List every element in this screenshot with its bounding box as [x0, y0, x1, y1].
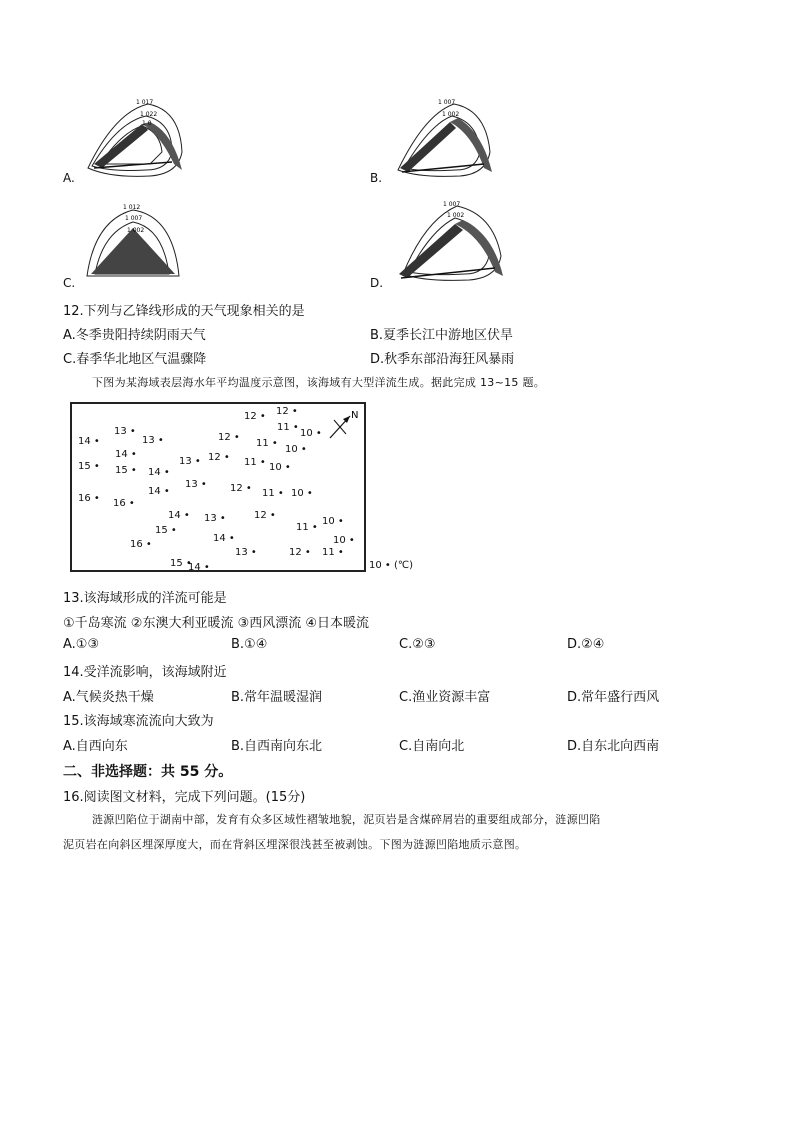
- temperature-point: 14 •: [168, 510, 190, 521]
- north-label: N: [351, 410, 359, 421]
- figure-b-svg: [380, 92, 520, 184]
- temperature-point: 14 •: [148, 467, 170, 478]
- isobar-label: 1 002: [127, 227, 145, 234]
- question-14-option-d: D.常年盛行西风: [567, 690, 660, 705]
- figure-d: [385, 196, 525, 286]
- isobar-label: 1 002: [442, 111, 460, 118]
- temperature-point: 11 •: [322, 547, 344, 558]
- question-13-option-a: A.①③: [63, 637, 100, 652]
- isobar-label: 1 007: [125, 215, 143, 222]
- temperature-point: 13 •: [114, 426, 136, 437]
- figure-b: [380, 92, 520, 184]
- isobar-label: 1 007: [438, 99, 456, 106]
- temperature-point: 10 •: [333, 535, 355, 546]
- temperature-point: 15 •: [78, 461, 100, 472]
- figure-d-label: D.: [370, 276, 384, 290]
- question-12-option-d: D.秋季东部沿海狂风暴雨: [370, 352, 515, 367]
- isobar-label: 1 0: [142, 120, 152, 127]
- temperature-point: 14 •: [213, 533, 235, 544]
- temperature-point: 13 •: [185, 479, 207, 490]
- temperature-point: 14 •: [148, 486, 170, 497]
- figure-a-label: A.: [63, 171, 75, 185]
- question-12-stem: 12.下列与乙锋线形成的天气现象相关的是: [63, 304, 305, 319]
- figure-c-svg: [75, 198, 205, 284]
- temperature-point: 15 •: [170, 558, 192, 569]
- figure-a-svg: [60, 92, 200, 184]
- question-13-option-c: C.②③: [399, 637, 436, 652]
- question-13-option-d: D.②④: [567, 637, 605, 652]
- temperature-point: 13 •: [235, 547, 257, 558]
- intro-13-15: 下图为某海域表层海水年平均温度示意图，该海域有大型洋流生成。据此完成 13~15 题。: [92, 376, 546, 389]
- temperature-point: 11 •: [244, 457, 266, 468]
- temperature-point: 12 •: [230, 483, 252, 494]
- section-2-heading: 二、非选择题：共 55 分。: [63, 764, 233, 780]
- figure-d-svg: [385, 196, 525, 286]
- legend-unit: (℃): [394, 560, 414, 571]
- temperature-point: 15 •: [115, 465, 137, 476]
- temperature-point: 13 •: [204, 513, 226, 524]
- figure-c: [75, 198, 205, 284]
- temperature-point: 12 •: [276, 406, 298, 417]
- question-15-option-c: C.自南向北: [399, 739, 465, 754]
- question-14-stem: 14.受洋流影响，该海域附近: [63, 665, 227, 680]
- figure-a: [60, 92, 200, 184]
- question-12-option-a: A.冬季贵阳持续阴雨天气: [63, 328, 206, 343]
- isobar-label: 1 017: [136, 99, 154, 106]
- temperature-point: 10 •: [291, 488, 313, 499]
- legend-dot: •: [381, 560, 394, 571]
- temperature-point: 16 •: [78, 493, 100, 504]
- question-12-option-b: B.夏季长江中游地区伏旱: [370, 328, 514, 343]
- north-arrow: [324, 406, 364, 446]
- isobar-label: 1 007: [443, 201, 461, 208]
- temperature-point: 10 •: [300, 428, 322, 439]
- question-14-option-c: C.渔业资源丰富: [399, 690, 491, 705]
- temperature-point: 10 •: [269, 462, 291, 473]
- question-12-option-c: C.春季华北地区气温骤降: [63, 352, 207, 367]
- temperature-point: 13 •: [142, 435, 164, 446]
- temperature-point: 11 •: [296, 522, 318, 533]
- temperature-point: 11 •: [277, 422, 299, 433]
- map-legend: [369, 560, 413, 571]
- temperature-point: 14 •: [188, 562, 210, 573]
- question-15-option-a: A.自西向东: [63, 739, 128, 754]
- question-16-para-2: 泥页岩在向斜区埋深厚度大，而在背斜区埋深很浅甚至被剥蚀。下图为涟源凹陷地质示意图。: [63, 838, 527, 851]
- question-15-option-d: D.自东北向西南: [567, 739, 660, 754]
- isobar-label: 1 002: [447, 212, 465, 219]
- question-16-para-1: 涟源凹陷位于湖南中部，发育有众多区域性褶皱地貌，泥页岩是含煤碎屑岩的重要组成部分，涟源凹陷: [92, 813, 601, 826]
- isobar-label: 1 012: [123, 204, 141, 211]
- temperature-point: 10 •: [322, 516, 344, 527]
- temperature-point: 13 •: [179, 456, 201, 467]
- figure-c-label: C.: [63, 276, 76, 290]
- temperature-point: 12 •: [244, 411, 266, 422]
- isobar-label: 1 022: [140, 111, 158, 118]
- question-15-stem: 15.该海域寒流流向大致为: [63, 714, 214, 729]
- question-13-option-b: B.①④: [231, 637, 268, 652]
- question-14-option-a: A.气候炎热干燥: [63, 690, 154, 705]
- temperature-point: 11 •: [256, 438, 278, 449]
- temperature-point: 14 •: [115, 449, 137, 460]
- question-16-stem: 16.阅读图文材料，完成下列问题。(15分): [63, 790, 306, 805]
- temperature-point: 12 •: [289, 547, 311, 558]
- sea-temperature-map: [70, 402, 366, 572]
- temperature-point: 12 •: [254, 510, 276, 521]
- temperature-point: 12 •: [218, 432, 240, 443]
- temperature-point: 11 •: [262, 488, 284, 499]
- question-13-items: ①千岛寒流 ②东澳大利亚暖流 ③西风漂流 ④日本暖流: [63, 616, 370, 631]
- temperature-point: 14 •: [78, 436, 100, 447]
- temperature-point: 16 •: [113, 498, 135, 509]
- question-15-option-b: B.自西南向东北: [231, 739, 323, 754]
- temperature-point: 10 •: [285, 444, 307, 455]
- temperature-point: 15 •: [155, 525, 177, 536]
- legend-value: 10: [369, 560, 382, 571]
- temperature-point: 16 •: [130, 539, 152, 550]
- temperature-point: 12 •: [208, 452, 230, 463]
- question-14-option-b: B.常年温暖湿润: [231, 690, 323, 705]
- question-13-stem: 13.该海域形成的洋流可能是: [63, 591, 227, 606]
- figure-b-label: B.: [370, 171, 383, 185]
